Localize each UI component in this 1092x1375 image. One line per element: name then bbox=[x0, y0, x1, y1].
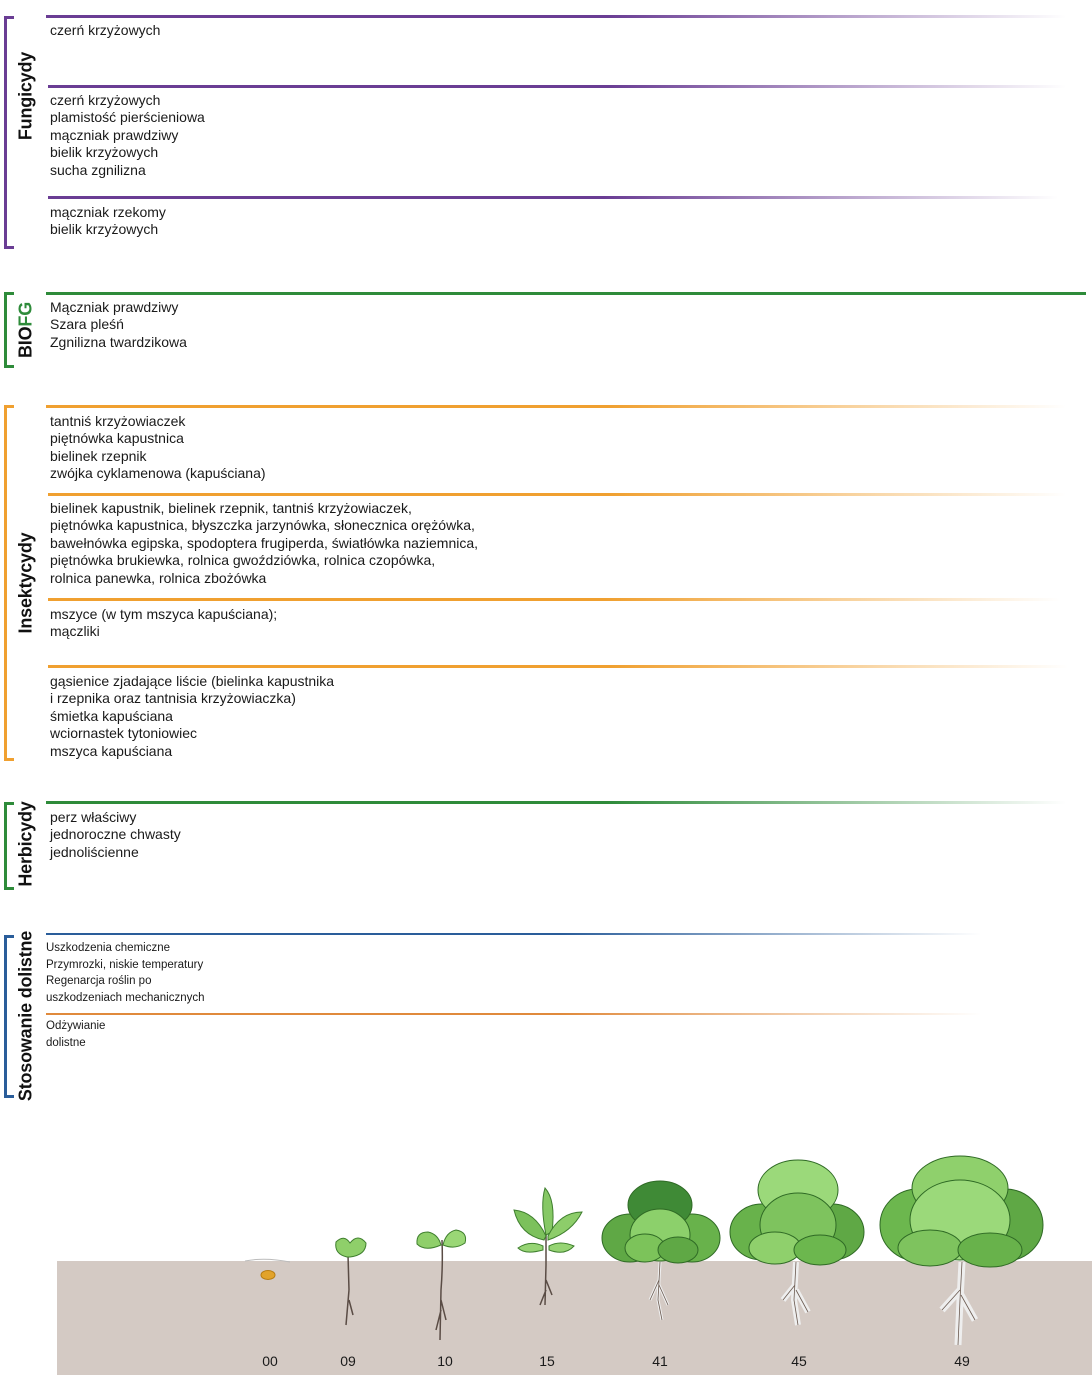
cabbage-medium-head-icon bbox=[730, 1160, 864, 1325]
stage-label-45: 45 bbox=[791, 1353, 807, 1369]
cabbage-large-head-icon bbox=[880, 1156, 1043, 1345]
seed-icon bbox=[245, 1259, 290, 1279]
stage-label-49: 49 bbox=[954, 1353, 970, 1369]
herbicydy-block: perz właściwy jednoroczne chwasty jednoliścienne bbox=[50, 809, 181, 860]
insektycydy-block-3: mszyce (w tym mszyca kapuściana); mączliki bbox=[50, 606, 278, 640]
two-leaf-seedling-icon bbox=[417, 1230, 466, 1340]
stage-label-00: 00 bbox=[262, 1353, 278, 1369]
insektycydy-block-4: gąsienice zjadające liście (bielinka kapustnika i rzepnika oraz tantnisia krzyżowiaczka) śmietka kapuściana wciornastek tytoniowiec mszyca kapuściana bbox=[50, 673, 335, 759]
young-plant-icon bbox=[514, 1188, 582, 1305]
fungicydy-block-3: mączniak rzekomy bielik krzyżowych bbox=[50, 204, 166, 238]
dolistne-block-2: Odżywianie dolistne bbox=[46, 1020, 106, 1049]
stage-label-10: 10 bbox=[437, 1353, 453, 1369]
cotyledon-seedling-icon bbox=[336, 1238, 366, 1325]
cabbage-small-head-icon bbox=[602, 1181, 720, 1320]
fungicydy-block-2: czerń krzyżowych plamistość pierścieniowa mączniak prawdziwy bielik krzyżowych sucha zgnilizna bbox=[50, 92, 205, 178]
fungicydy-block-1: czerń krzyżowych bbox=[50, 22, 161, 38]
insektycydy-block-2: bielinek kapustnik, bielinek rzepnik, tantniś krzyżowiaczek, piętnówka kapustnica, błyszczka jarzynówka, słonecznica orężówka, bawełnówka egipska, spodoptera frugiperda, światłówka naziemnica, piętnówka brukiewka, rolnica gwoździówka, rolnica czopówka, rolnica panewka, rolnica zbożówka bbox=[50, 500, 479, 586]
insektycydy-block-1: tantniś krzyżowiaczek piętnówka kapustnica bielinek rzepnik zwójka cyklamenowa (kapuściana) bbox=[50, 413, 266, 482]
stage-label-41: 41 bbox=[652, 1353, 668, 1369]
biofg-block: Mączniak prawdziwy Szara pleśń Zgnilizna twardzikowa bbox=[50, 299, 187, 350]
stage-label-15: 15 bbox=[539, 1353, 555, 1369]
dolistne-block-1: Uszkodzenia chemiczne Przymrozki, niskie temperatury Regenarcja roślin po uszkodzeniach mechanicznych bbox=[46, 942, 205, 1004]
stage-label-09: 09 bbox=[340, 1353, 356, 1369]
